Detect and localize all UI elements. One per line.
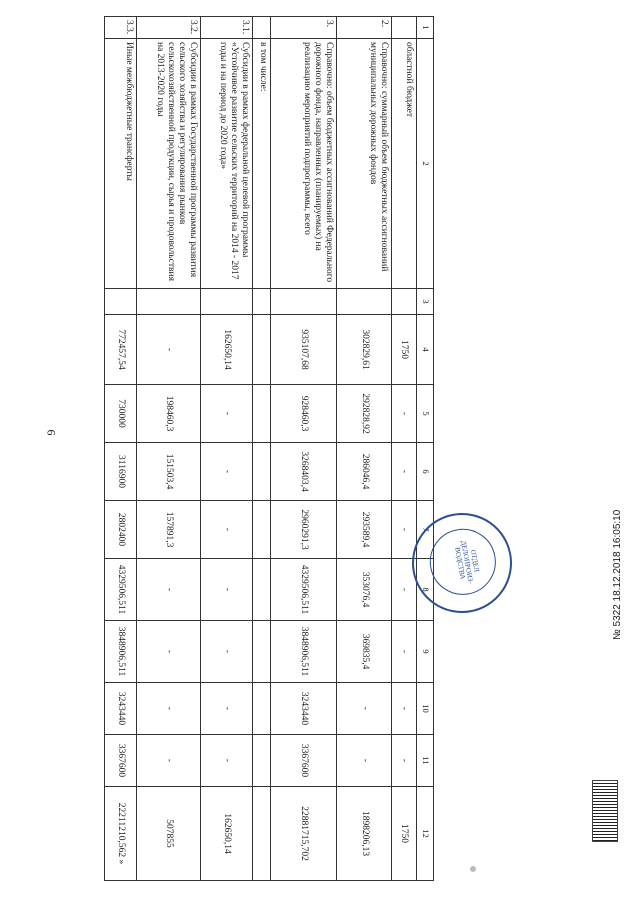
col-num: 11	[416, 735, 433, 787]
cell-value: -	[391, 735, 416, 787]
cell-value: -	[391, 559, 416, 621]
cell-c3	[136, 289, 200, 315]
cell-value: -	[136, 315, 200, 385]
cell-value: 3848906,511	[271, 621, 337, 683]
col-num: 6	[416, 443, 433, 501]
cell-value: 302829,61	[337, 315, 392, 385]
cell-num: 3.3.	[105, 17, 137, 39]
cell-value: 3268403,4	[271, 443, 337, 501]
cell-value	[253, 385, 271, 443]
table-row	[105, 17, 137, 881]
registration-mark: № 5322 18.12.2018 16:05:10	[612, 509, 623, 640]
cell-value: -	[200, 735, 252, 787]
cell-value: 772457,54	[105, 315, 137, 385]
cell-value: -	[337, 735, 392, 787]
cell-value	[253, 501, 271, 559]
cell-value: 3367600	[105, 735, 137, 787]
cell-num: 2.	[337, 17, 392, 39]
cell-value: 507855	[136, 787, 200, 881]
cell-value: -	[136, 735, 200, 787]
cell-value: -	[200, 443, 252, 501]
cell-value	[253, 683, 271, 735]
page-number: 6	[44, 429, 59, 436]
col-num: 12	[416, 787, 433, 881]
table-row	[136, 17, 200, 881]
cell-value: 151503,4	[136, 443, 200, 501]
cell-c3	[253, 289, 271, 315]
table-body	[105, 17, 417, 881]
cell-value: -	[200, 385, 252, 443]
cell-value	[253, 315, 271, 385]
cell-value	[253, 443, 271, 501]
cell-num: 3.2.	[136, 17, 200, 39]
cell-num: 3.	[271, 17, 337, 39]
budget-table	[104, 16, 434, 881]
cell-num: 3.1.	[200, 17, 252, 39]
cell-desc: Справочно: объем бюджетных ассигнований Федерального дорожного фонда, направленных (планируемых) на реализацию мероприятий подпрограммы, всего	[271, 39, 337, 289]
cell-value	[253, 559, 271, 621]
cell-value: -	[200, 621, 252, 683]
cell-value: 3367600	[271, 735, 337, 787]
cell-c3	[200, 289, 252, 315]
col-num: 1	[416, 17, 433, 39]
col-num: 7	[416, 501, 433, 559]
cell-value: 2802400	[105, 501, 137, 559]
cell-desc: Иные межбюджетные трансферты	[105, 39, 137, 289]
col-num: 8	[416, 559, 433, 621]
cell-desc: Справочно: суммарный объем бюджетных ассигнований муниципальных дорожных фондов	[337, 39, 392, 289]
cell-value: -	[136, 683, 200, 735]
col-num: 3	[416, 289, 433, 315]
cell-value: -	[391, 385, 416, 443]
scan-smudge	[470, 866, 476, 872]
cell-c3	[337, 289, 392, 315]
table-row	[271, 17, 337, 881]
cell-desc: Субсидии в рамках федеральной целевой программы «Устойчивое развитие сельских территорий на 2014 - 2017 годы и на период до 2020 года»	[200, 39, 252, 289]
cell-value: 292828,92	[337, 385, 392, 443]
col-num: 4	[416, 315, 433, 385]
cell-value: 293589,4	[337, 501, 392, 559]
cell-value: 3243440	[271, 683, 337, 735]
cell-value: 1750	[391, 315, 416, 385]
cell-value: -	[391, 621, 416, 683]
cell-c3	[271, 289, 337, 315]
cell-num	[391, 17, 416, 39]
cell-value: 22211210,562 »	[105, 787, 137, 881]
cell-value: 157891,3	[136, 501, 200, 559]
cell-value: 162650,14	[200, 315, 252, 385]
cell-value: -	[200, 683, 252, 735]
col-num: 2	[416, 39, 433, 289]
cell-value: 1750	[391, 787, 416, 881]
cell-value: -	[391, 443, 416, 501]
cell-value: 353076,4	[337, 559, 392, 621]
cell-value: 369835,4	[337, 621, 392, 683]
cell-value	[253, 787, 271, 881]
cell-value	[253, 735, 271, 787]
cell-desc: Субсидии в рамках Государственной программы развития сельского хозяйства и регулирования рынков сельскохозяйственной продукции, сырья и продовольствия на 2013-2020 годы	[136, 39, 200, 289]
cell-value: -	[337, 683, 392, 735]
cell-value: 198460,3	[136, 385, 200, 443]
cell-value: 1898206,13	[337, 787, 392, 881]
cell-value: -	[136, 621, 200, 683]
column-number-row	[416, 17, 433, 881]
cell-value: -	[391, 683, 416, 735]
col-num: 5	[416, 385, 433, 443]
cell-value: -	[200, 559, 252, 621]
col-num: 10	[416, 683, 433, 735]
col-num: 9	[416, 621, 433, 683]
table-row	[337, 17, 392, 881]
table-row	[253, 17, 271, 881]
stamp-center-text: ОТДЕЛ ДЕЛОПРОИЗ-ВОДСТВА	[452, 539, 481, 585]
cell-value: 730000	[105, 385, 137, 443]
cell-c3	[391, 289, 416, 315]
cell-value: 162650,14	[200, 787, 252, 881]
cell-num	[253, 17, 271, 39]
cell-desc: областной бюджет	[391, 39, 416, 289]
cell-desc: в том числе:	[253, 39, 271, 289]
budget-table-sheet	[104, 16, 434, 880]
cell-c3	[105, 289, 137, 315]
cell-value: 22881715,702	[271, 787, 337, 881]
barcode-icon	[592, 780, 618, 842]
table-row	[200, 17, 252, 881]
cell-value: 286046,4	[337, 443, 392, 501]
cell-value: 928460,3	[271, 385, 337, 443]
cell-value: 2960291,3	[271, 501, 337, 559]
cell-value: 4329506,511	[271, 559, 337, 621]
cell-value: -	[200, 501, 252, 559]
cell-value: 935107,68	[271, 315, 337, 385]
cell-value: 3243440	[105, 683, 137, 735]
cell-value: 3116900	[105, 443, 137, 501]
cell-value: 3848906,511	[105, 621, 137, 683]
cell-value	[253, 621, 271, 683]
cell-value: -	[136, 559, 200, 621]
table-row	[391, 17, 416, 881]
cell-value: 4329506,511	[105, 559, 137, 621]
cell-value: -	[391, 501, 416, 559]
